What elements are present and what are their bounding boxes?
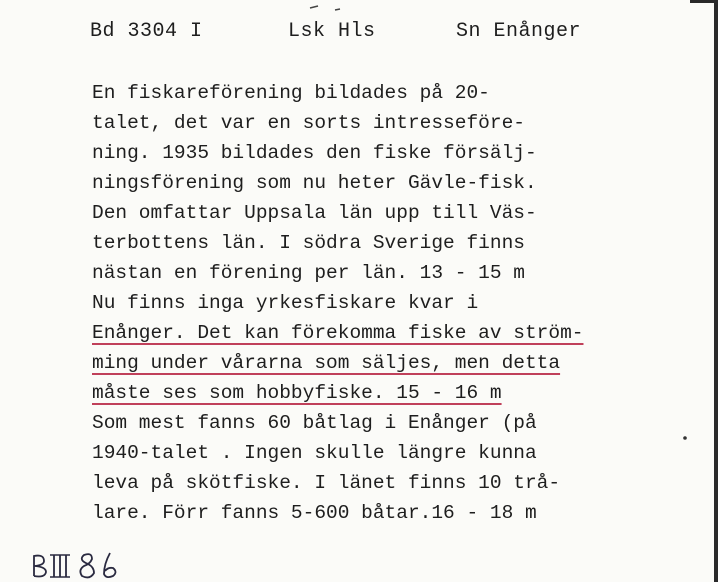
text-line: leva på skötfiske. I länet finns 10 trå- (92, 472, 561, 494)
parish-label: Sn Enånger (456, 20, 582, 43)
text-line: ning. 1935 bildades den fiske försälj- (92, 142, 537, 164)
card-header (90, 20, 650, 54)
county-label: Lsk Hls (288, 20, 376, 43)
text-line: Den omfattar Uppsala län upp till Väs- (92, 202, 537, 224)
record-id: Bd 3304 I (90, 20, 203, 43)
text-line: terbottens län. I södra Sverige finns (92, 232, 525, 254)
text-line: nästan en förening per län. 13 - 15 m (92, 262, 525, 284)
text-line: talet, det var en sorts intresseföre- (92, 112, 525, 134)
text-line: ningsförening som nu heter Gävle-fisk. (92, 172, 537, 194)
text-line-underlined: ming under vårarna som säljes, men detta (92, 352, 561, 374)
text-line: Nu finns inga yrkesfiskare kvar i (92, 292, 479, 314)
text-line: lare. Förr fanns 5-600 båtar.16 - 18 m (92, 502, 537, 524)
text-line: 1940-talet . Ingen skulle längre kunna (92, 442, 537, 464)
text-line-underlined: måste ses som hobbyfiske. 15 - 16 m (92, 382, 502, 404)
text-line: En fiskareförening bildades på 20- (92, 82, 490, 104)
card-edge-right (714, 0, 718, 582)
transcript-body (92, 78, 692, 528)
text-line-underlined: Enånger. Det kan förekomma fiske av ström- (92, 322, 584, 344)
handwritten-signature-mark (28, 548, 148, 582)
text-line: Som mest fanns 60 båtlag i Enånger (på (92, 412, 537, 434)
